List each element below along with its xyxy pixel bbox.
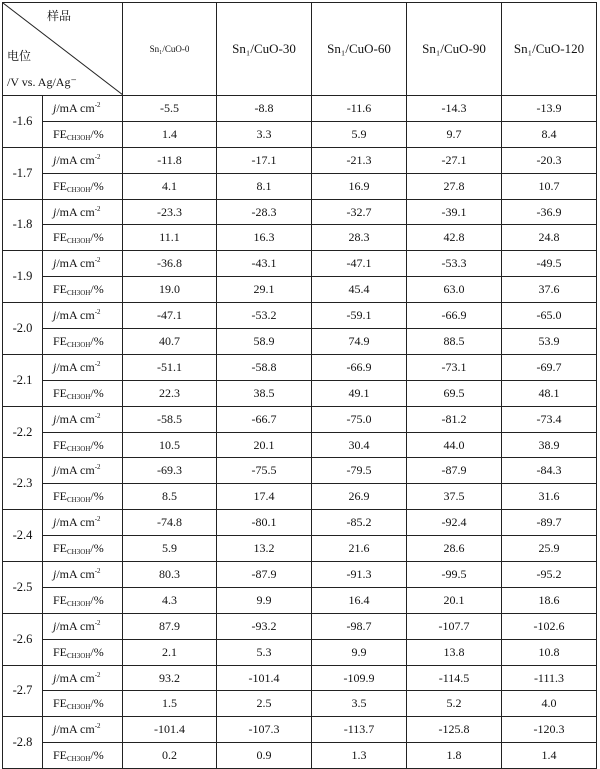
faradaic-efficiency-label — [43, 743, 123, 769]
table-row — [3, 96, 597, 122]
table-row — [3, 303, 597, 329]
current-density-value: -49.5 — [502, 251, 597, 277]
j-unit: /mA cm — [56, 411, 95, 426]
j-exponent: -2 — [94, 411, 101, 420]
table-row — [3, 380, 597, 406]
current-density-value: -75.0 — [312, 406, 407, 432]
faradaic-efficiency-value: 26.9 — [312, 484, 407, 510]
current-density-value: -17.1 — [217, 147, 312, 173]
current-density-value: -21.3 — [312, 147, 407, 173]
faradaic-efficiency-value: 53.9 — [502, 329, 597, 355]
current-density-value: -87.9 — [217, 562, 312, 588]
fe-symbol: FE — [53, 333, 68, 348]
faradaic-efficiency-value: 0.2 — [123, 743, 217, 769]
current-density-label — [43, 717, 123, 743]
current-density-label — [43, 458, 123, 484]
current-density-value: -36.8 — [123, 251, 217, 277]
faradaic-efficiency-value: 20.1 — [407, 587, 502, 613]
current-density-value: -66.9 — [407, 303, 502, 329]
current-density-value: -111.3 — [502, 665, 597, 691]
current-density-value: -53.2 — [217, 303, 312, 329]
potential-label: 电位 — [7, 49, 32, 63]
j-exponent: -2 — [94, 566, 101, 575]
table-row — [3, 147, 597, 173]
potential-cell: -1.8 — [3, 199, 43, 251]
faradaic-efficiency-value: 45.4 — [312, 277, 407, 303]
table-row — [3, 665, 597, 691]
current-density-value: -98.7 — [312, 613, 407, 639]
faradaic-efficiency-value: 42.8 — [407, 225, 502, 251]
j-exponent: -2 — [94, 463, 101, 472]
current-density-value: -13.9 — [502, 96, 597, 122]
j-symbol: j — [53, 618, 57, 633]
j-unit: /mA cm — [56, 515, 95, 530]
current-density-value: -75.5 — [217, 458, 312, 484]
fe-subscript: CH3OH — [67, 599, 91, 608]
current-density-value: -120.3 — [502, 717, 597, 743]
faradaic-efficiency-value: 11.1 — [123, 225, 217, 251]
j-symbol: j — [53, 670, 57, 685]
faradaic-efficiency-value: 63.0 — [407, 277, 502, 303]
fe-symbol: FE — [53, 592, 68, 607]
fe-symbol: FE — [53, 748, 68, 763]
fe-subscript: CH3OH — [67, 340, 91, 349]
potential-cell: -2.2 — [3, 406, 43, 458]
fe-subscript: CH3OH — [67, 133, 91, 142]
j-symbol: j — [53, 152, 57, 167]
current-density-value: -47.1 — [123, 303, 217, 329]
potential-unit-label: /V vs. Ag/Ag⁻ — [7, 75, 77, 89]
header-row — [3, 3, 597, 96]
current-density-label — [43, 303, 123, 329]
faradaic-efficiency-value: 8.4 — [502, 121, 597, 147]
faradaic-efficiency-value: 38.9 — [502, 432, 597, 458]
table-row — [3, 458, 597, 484]
j-unit: /mA cm — [56, 100, 95, 115]
table-row — [3, 743, 597, 769]
table-row — [3, 121, 597, 147]
j-symbol: j — [53, 359, 57, 374]
current-density-value: -93.2 — [217, 613, 312, 639]
current-density-value: -74.8 — [123, 510, 217, 536]
faradaic-efficiency-label — [43, 536, 123, 562]
faradaic-efficiency-value: 69.5 — [407, 380, 502, 406]
faradaic-efficiency-value: 29.1 — [217, 277, 312, 303]
fe-unit: /% — [90, 489, 104, 504]
j-symbol: j — [53, 515, 57, 530]
current-density-value: -84.3 — [502, 458, 597, 484]
faradaic-efficiency-value: 13.2 — [217, 536, 312, 562]
j-unit: /mA cm — [56, 670, 95, 685]
fe-symbol: FE — [53, 489, 68, 504]
faradaic-efficiency-value: 37.5 — [407, 484, 502, 510]
faradaic-efficiency-value: 19.0 — [123, 277, 217, 303]
j-exponent: -2 — [94, 618, 101, 627]
faradaic-efficiency-label — [43, 691, 123, 717]
fe-subscript: CH3OH — [67, 755, 91, 764]
fe-subscript: CH3OH — [67, 496, 91, 505]
faradaic-efficiency-value: 8.5 — [123, 484, 217, 510]
current-density-value: -66.9 — [312, 354, 407, 380]
current-density-value: -66.7 — [217, 406, 312, 432]
column-header: Sn₁/CuO-120 — [502, 3, 597, 96]
faradaic-efficiency-value: 3.3 — [217, 121, 312, 147]
current-density-value: -51.1 — [123, 354, 217, 380]
column-header: Sn₁/CuO-30 — [217, 3, 312, 96]
faradaic-efficiency-value: 5.9 — [123, 536, 217, 562]
faradaic-efficiency-value: 28.6 — [407, 536, 502, 562]
table-row — [3, 613, 597, 639]
faradaic-efficiency-value: 25.9 — [502, 536, 597, 562]
faradaic-efficiency-label — [43, 639, 123, 665]
j-exponent: -2 — [94, 152, 101, 161]
potential-cell: -2.0 — [3, 303, 43, 355]
faradaic-efficiency-value: 21.6 — [312, 536, 407, 562]
faradaic-efficiency-value: 1.4 — [123, 121, 217, 147]
potential-cell: -2.6 — [3, 613, 43, 665]
current-density-value: -109.9 — [312, 665, 407, 691]
current-density-label — [43, 510, 123, 536]
current-density-label — [43, 251, 123, 277]
current-density-value: -114.5 — [407, 665, 502, 691]
j-unit: /mA cm — [56, 566, 95, 581]
data-table — [2, 2, 597, 769]
fe-symbol: FE — [53, 541, 68, 556]
fe-unit: /% — [90, 230, 104, 245]
current-density-value: -101.4 — [217, 665, 312, 691]
fe-subscript: CH3OH — [67, 548, 91, 557]
faradaic-efficiency-label — [43, 484, 123, 510]
j-exponent: -2 — [94, 204, 101, 213]
fe-symbol: FE — [53, 230, 68, 245]
current-density-value: -81.2 — [407, 406, 502, 432]
j-unit: /mA cm — [56, 463, 95, 478]
current-density-value: -39.1 — [407, 199, 502, 225]
j-symbol: j — [53, 722, 57, 737]
fe-symbol: FE — [53, 644, 68, 659]
j-unit: /mA cm — [56, 722, 95, 737]
faradaic-efficiency-value: 1.3 — [312, 743, 407, 769]
current-density-value: -8.8 — [217, 96, 312, 122]
faradaic-efficiency-value: 9.9 — [217, 587, 312, 613]
faradaic-efficiency-value: 0.9 — [217, 743, 312, 769]
fe-subscript: CH3OH — [67, 237, 91, 246]
j-symbol: j — [53, 100, 57, 115]
faradaic-efficiency-value: 4.3 — [123, 587, 217, 613]
faradaic-efficiency-value: 5.2 — [407, 691, 502, 717]
fe-subscript: CH3OH — [67, 289, 91, 298]
faradaic-efficiency-value: 5.9 — [312, 121, 407, 147]
table-row — [3, 277, 597, 303]
faradaic-efficiency-value: 16.3 — [217, 225, 312, 251]
fe-unit: /% — [90, 541, 104, 556]
table-row — [3, 691, 597, 717]
j-symbol: j — [53, 411, 57, 426]
j-symbol: j — [53, 308, 57, 323]
table-row — [3, 717, 597, 743]
j-exponent: -2 — [94, 515, 101, 524]
j-exponent: -2 — [94, 100, 101, 109]
corner-header-cell — [3, 3, 123, 96]
j-symbol: j — [53, 204, 57, 219]
faradaic-efficiency-value: 8.1 — [217, 173, 312, 199]
faradaic-efficiency-value: 1.8 — [407, 743, 502, 769]
current-density-value: -107.3 — [217, 717, 312, 743]
current-density-value: -87.9 — [407, 458, 502, 484]
faradaic-efficiency-value: 10.7 — [502, 173, 597, 199]
potential-cell: -1.6 — [3, 96, 43, 148]
current-density-value: -85.2 — [312, 510, 407, 536]
fe-unit: /% — [90, 748, 104, 763]
faradaic-efficiency-value: 13.8 — [407, 639, 502, 665]
faradaic-efficiency-value: 4.0 — [502, 691, 597, 717]
faradaic-efficiency-value: 2.5 — [217, 691, 312, 717]
potential-cell: -2.7 — [3, 665, 43, 717]
faradaic-efficiency-value: 22.3 — [123, 380, 217, 406]
current-density-label — [43, 665, 123, 691]
current-density-value: -36.9 — [502, 199, 597, 225]
fe-subscript: CH3OH — [67, 392, 91, 401]
current-density-value: -65.0 — [502, 303, 597, 329]
current-density-value: -23.3 — [123, 199, 217, 225]
faradaic-efficiency-value: 9.9 — [312, 639, 407, 665]
fe-unit: /% — [90, 333, 104, 348]
faradaic-efficiency-value: 2.1 — [123, 639, 217, 665]
faradaic-efficiency-value: 1.5 — [123, 691, 217, 717]
table-row — [3, 510, 597, 536]
table-row — [3, 432, 597, 458]
faradaic-efficiency-label — [43, 121, 123, 147]
faradaic-efficiency-value: 17.4 — [217, 484, 312, 510]
potential-cell: -1.9 — [3, 251, 43, 303]
fe-subscript: CH3OH — [67, 185, 91, 194]
current-density-value: -27.1 — [407, 147, 502, 173]
faradaic-efficiency-value: 44.0 — [407, 432, 502, 458]
j-exponent: -2 — [94, 256, 101, 265]
potential-cell: -1.7 — [3, 147, 43, 199]
current-density-label — [43, 147, 123, 173]
column-header: Sn₁/CuO-0 — [123, 3, 217, 96]
fe-symbol: FE — [53, 178, 68, 193]
fe-unit: /% — [90, 282, 104, 297]
current-density-value: -99.5 — [407, 562, 502, 588]
current-density-value: 93.2 — [123, 665, 217, 691]
potential-cell: -2.8 — [3, 717, 43, 769]
table-body — [3, 96, 597, 769]
faradaic-efficiency-value: 58.9 — [217, 329, 312, 355]
table-row — [3, 251, 597, 277]
j-unit: /mA cm — [56, 204, 95, 219]
sample-label: 样品 — [47, 9, 72, 23]
faradaic-efficiency-value: 16.4 — [312, 587, 407, 613]
column-header: Sn₁/CuO-90 — [407, 3, 502, 96]
table-row — [3, 329, 597, 355]
faradaic-efficiency-value: 18.6 — [502, 587, 597, 613]
current-density-label — [43, 96, 123, 122]
j-unit: /mA cm — [56, 359, 95, 374]
faradaic-efficiency-value: 9.7 — [407, 121, 502, 147]
current-density-value: -14.3 — [407, 96, 502, 122]
faradaic-efficiency-label — [43, 173, 123, 199]
current-density-label — [43, 613, 123, 639]
potential-cell: -2.3 — [3, 458, 43, 510]
current-density-value: -102.6 — [502, 613, 597, 639]
fe-unit: /% — [90, 644, 104, 659]
table-row — [3, 536, 597, 562]
fe-unit: /% — [90, 385, 104, 400]
fe-unit: /% — [90, 126, 104, 141]
fe-symbol: FE — [53, 282, 68, 297]
table-row — [3, 173, 597, 199]
faradaic-efficiency-value: 10.8 — [502, 639, 597, 665]
faradaic-efficiency-value: 88.5 — [407, 329, 502, 355]
fe-unit: /% — [90, 592, 104, 607]
table-row — [3, 587, 597, 613]
current-density-value: -43.1 — [217, 251, 312, 277]
current-density-value: -113.7 — [312, 717, 407, 743]
fe-subscript: CH3OH — [67, 444, 91, 453]
j-exponent: -2 — [94, 670, 101, 679]
current-density-value: -53.3 — [407, 251, 502, 277]
current-density-value: -11.6 — [312, 96, 407, 122]
current-density-value: -20.3 — [502, 147, 597, 173]
fe-subscript: CH3OH — [67, 703, 91, 712]
faradaic-efficiency-value: 38.5 — [217, 380, 312, 406]
table-row — [3, 406, 597, 432]
fe-symbol: FE — [53, 696, 68, 711]
current-density-value: -58.5 — [123, 406, 217, 432]
j-unit: /mA cm — [56, 308, 95, 323]
current-density-value: -92.4 — [407, 510, 502, 536]
table-row — [3, 354, 597, 380]
current-density-value: -95.2 — [502, 562, 597, 588]
faradaic-efficiency-value: 74.9 — [312, 329, 407, 355]
j-exponent: -2 — [94, 308, 101, 317]
faradaic-efficiency-value: 31.6 — [502, 484, 597, 510]
current-density-value: -59.1 — [312, 303, 407, 329]
faradaic-efficiency-value: 24.8 — [502, 225, 597, 251]
table-row — [3, 639, 597, 665]
faradaic-efficiency-label — [43, 432, 123, 458]
j-unit: /mA cm — [56, 152, 95, 167]
j-symbol: j — [53, 256, 57, 271]
table-row — [3, 562, 597, 588]
faradaic-efficiency-label — [43, 225, 123, 251]
faradaic-efficiency-value: 48.1 — [502, 380, 597, 406]
faradaic-efficiency-value: 40.7 — [123, 329, 217, 355]
current-density-value: -11.8 — [123, 147, 217, 173]
current-density-value: -69.3 — [123, 458, 217, 484]
potential-cell: -2.1 — [3, 354, 43, 406]
current-density-label — [43, 354, 123, 380]
current-density-value: -73.4 — [502, 406, 597, 432]
current-density-value: -69.7 — [502, 354, 597, 380]
table-row — [3, 199, 597, 225]
faradaic-efficiency-value: 30.4 — [312, 432, 407, 458]
current-density-value: -58.8 — [217, 354, 312, 380]
j-exponent: -2 — [94, 359, 101, 368]
current-density-value: -125.8 — [407, 717, 502, 743]
faradaic-efficiency-value: 28.3 — [312, 225, 407, 251]
faradaic-efficiency-value: 4.1 — [123, 173, 217, 199]
faradaic-efficiency-label — [43, 380, 123, 406]
faradaic-efficiency-value: 37.6 — [502, 277, 597, 303]
current-density-value: 80.3 — [123, 562, 217, 588]
faradaic-efficiency-value: 16.9 — [312, 173, 407, 199]
current-density-value: -28.3 — [217, 199, 312, 225]
j-exponent: -2 — [94, 722, 101, 731]
faradaic-efficiency-value: 49.1 — [312, 380, 407, 406]
current-density-value: -89.7 — [502, 510, 597, 536]
potential-cell: -2.5 — [3, 562, 43, 614]
potential-cell: -2.4 — [3, 510, 43, 562]
fe-subscript: CH3OH — [67, 651, 91, 660]
current-density-value: -107.7 — [407, 613, 502, 639]
current-density-value: -91.3 — [312, 562, 407, 588]
fe-unit: /% — [90, 696, 104, 711]
faradaic-efficiency-label — [43, 587, 123, 613]
fe-symbol: FE — [53, 385, 68, 400]
current-density-value: -80.1 — [217, 510, 312, 536]
fe-symbol: FE — [53, 126, 68, 141]
current-density-label — [43, 406, 123, 432]
fe-unit: /% — [90, 178, 104, 193]
faradaic-efficiency-value: 1.4 — [502, 743, 597, 769]
column-header: Sn₁/CuO-60 — [312, 3, 407, 96]
faradaic-efficiency-value: 10.5 — [123, 432, 217, 458]
table-row — [3, 225, 597, 251]
j-unit: /mA cm — [56, 618, 95, 633]
j-unit: /mA cm — [56, 256, 95, 271]
j-symbol: j — [53, 566, 57, 581]
current-density-value: -73.1 — [407, 354, 502, 380]
current-density-value: -5.5 — [123, 96, 217, 122]
faradaic-efficiency-value: 20.1 — [217, 432, 312, 458]
faradaic-efficiency-value: 3.5 — [312, 691, 407, 717]
current-density-label — [43, 562, 123, 588]
current-density-value: -32.7 — [312, 199, 407, 225]
faradaic-efficiency-label — [43, 277, 123, 303]
current-density-value: -79.5 — [312, 458, 407, 484]
faradaic-efficiency-value: 5.3 — [217, 639, 312, 665]
current-density-label — [43, 199, 123, 225]
faradaic-efficiency-value: 27.8 — [407, 173, 502, 199]
current-density-value: 87.9 — [123, 613, 217, 639]
j-symbol: j — [53, 463, 57, 478]
fe-unit: /% — [90, 437, 104, 452]
current-density-value: -101.4 — [123, 717, 217, 743]
table-row — [3, 484, 597, 510]
fe-symbol: FE — [53, 437, 68, 452]
faradaic-efficiency-label — [43, 329, 123, 355]
current-density-value: -47.1 — [312, 251, 407, 277]
